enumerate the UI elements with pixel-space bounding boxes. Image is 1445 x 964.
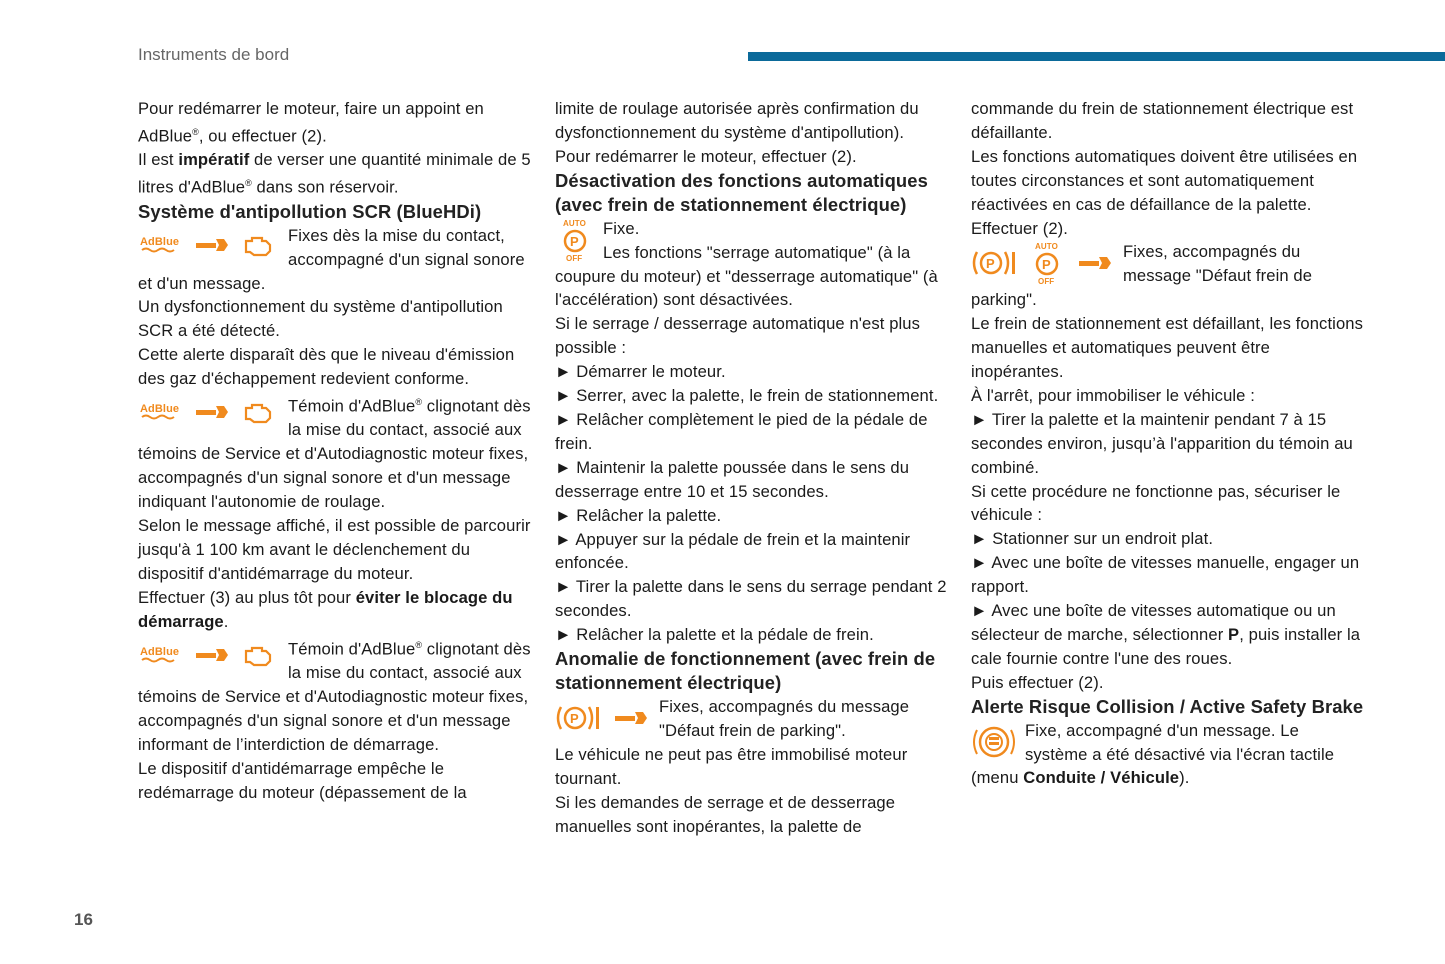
list-item: ► Tirer la palette et la maintenir pendant 7 à 15 secondes environ, jusqu’à l'apparition du témoin au combiné. — [971, 409, 1353, 477]
svg-text:OFF: OFF — [566, 253, 583, 263]
svg-text:AUTO: AUTO — [563, 218, 586, 228]
paragraph: Fixe, accompagné d'un message. Le système a été désactivé via l'écran tactile (menu Conduite / Véhicule). — [971, 720, 1335, 788]
paragraph: Fixes, accompagnés du message "Défaut frein de parking". — [659, 697, 910, 740]
header-accent-bar — [748, 52, 1445, 61]
paragraph: Effectuer (3) au plus tôt pour éviter le blocage du démarrage. — [138, 587, 513, 631]
list-item: ► Maintenir la palette poussée dans le sens du desserrage entre 10 et 15 secondes. — [555, 457, 910, 501]
service-wrench-icon — [192, 643, 232, 667]
paragraph: Les fonctions automatiques doivent être utilisées en toutes circonstances et sont automatiquement réactivées en cas de défaillance de la palette. — [971, 146, 1358, 214]
list-item: ► Relâcher la palette. — [555, 505, 722, 525]
warning-icons — [138, 391, 280, 433]
svg-text:OFF: OFF — [1038, 277, 1055, 287]
paragraph: Selon le message affiché, il est possible de parcourir jusqu'à 1 100 km avant le déclenchement du dispositif d'antidémarrage du moteur. — [138, 516, 531, 583]
paragraph: À l'arrêt, pour immobiliser le véhicule : — [971, 385, 1255, 405]
svg-text:AdBlue: AdBlue — [140, 235, 180, 248]
paragraph: Le dispositif d'antidémarrage empêche le redémarrage du moteur (dépassement de la — [138, 758, 467, 802]
paragraph: Puis effectuer (2). — [971, 672, 1104, 692]
paragraph: Pour redémarrer le moteur, effectuer (2). — [555, 146, 857, 166]
alerte-block — [971, 719, 1366, 791]
paragraph: Témoin d'AdBlue® clignotant dès la mise du contact, associé aux témoins de Service et d'Autodiagnostic moteur fixes, accompagnés d'un signal sonore et d'un message informant de l’interdiction de démarrage. — [138, 639, 531, 754]
adblue-warning-icon — [138, 233, 184, 257]
paragraph: Il est impératif de verser une quantité minimale de 5 litres d'AdBlue® dans son réservoir. — [138, 150, 531, 197]
list-item: ► Avec une boîte de vitesses manuelle, engager un rapport. — [971, 553, 1360, 597]
service-wrench-icon — [1075, 251, 1115, 275]
paragraph: Le frein de stationnement est défaillant, les fonctions manuelles et automatiques peuvent être inopérantes. — [971, 314, 1364, 381]
parking-brake-warning-icon — [555, 703, 603, 733]
service-wrench-icon — [192, 233, 232, 257]
warning-icons — [555, 217, 595, 263]
list-item: ► Appuyer sur la pédale de frein et la maintenir enfoncée. — [555, 529, 911, 573]
warning-icons — [971, 240, 1115, 286]
engine-warning-icon — [240, 641, 280, 669]
paragraph: Témoin d'AdBlue® clignotant dès la mise du contact, associé aux témoins de Service et d'Autodiagnostic moteur fixes, accompagnés d'un signal sonore et d'un message indiquant l'autonomie de roulage. — [138, 396, 531, 512]
paragraph: Un dysfonctionnement du système d'antipollution SCR a été détecté. — [138, 297, 503, 341]
engine-warning-icon — [240, 398, 280, 426]
svg-text:AdBlue: AdBlue — [140, 403, 180, 416]
heading-alerte: Alerte Risque Collision / Active Safety Brake — [971, 695, 1364, 717]
paragraph: Le véhicule ne peut pas être immobilisé moteur tournant. — [555, 744, 908, 788]
anomalie-block — [555, 695, 947, 743]
paragraph: Fixes, accompagnés du message "Défaut frein de parking". — [971, 242, 1313, 310]
svg-text:P: P — [570, 233, 579, 249]
paragraph: Pour redémarrer le moteur, faire un appoint en AdBlue®, ou effectuer (2). — [138, 99, 484, 146]
warning-icons — [138, 224, 280, 266]
svg-text:AdBlue: AdBlue — [140, 645, 180, 658]
section-title: Instruments de bord — [138, 45, 290, 64]
paragraph: Les fonctions "serrage automatique" (à la coupure du moteur) et "desserrage automatique" (à l'accélération) sont désactivées. — [555, 242, 938, 310]
list-item: ► Relâcher complètement le pied de la pédale de frein. — [555, 409, 928, 453]
paragraph: Fixe. — [603, 218, 640, 238]
heading-scr: Système d'antipollution SCR (BlueHDi) — [138, 200, 482, 222]
frein-block — [971, 240, 1366, 312]
svg-text:P: P — [570, 711, 579, 727]
service-wrench-icon — [192, 400, 232, 424]
parking-brake-auto-off-icon — [555, 217, 595, 263]
page-number: 16 — [74, 910, 93, 929]
paragraph: Si les demandes de serrage et de desserrage manuelles sont inopérantes, la palette de — [555, 792, 896, 836]
service-wrench-icon — [611, 706, 651, 730]
parking-brake-auto-off-icon — [1027, 240, 1067, 286]
heading-desactivation: Désactivation des fonctions automatiques (avec frein de stationnement électrique) — [555, 169, 928, 215]
heading-anomalie: Anomalie de fonctionnement (avec frein de stationnement électrique) — [555, 648, 936, 694]
paragraph: Si le serrage / desserrage automatique n'est plus possible : — [555, 314, 921, 358]
warning-icons — [971, 719, 1017, 765]
column-3 — [971, 97, 1366, 790]
engine-warning-icon — [240, 231, 280, 259]
adblue-warning-icon — [138, 643, 184, 667]
paragraph: Cette alerte disparaît dès que le niveau d'émission des gaz d'échappement redevient conforme. — [138, 345, 515, 389]
warning-block-3 — [138, 634, 533, 757]
svg-text:P: P — [1042, 257, 1051, 273]
list-item: ► Relâcher la palette et la pédale de frein. — [555, 625, 874, 645]
column-1 — [138, 97, 533, 805]
list-item: ► Tirer la palette dans le sens du serrage pendant 2 secondes. — [555, 577, 947, 621]
adblue-warning-icon — [138, 400, 184, 424]
auto-off-block — [555, 217, 947, 313]
svg-text:P: P — [986, 256, 995, 272]
warning-icons — [138, 634, 280, 676]
paragraph: Fixes dès la mise du contact, accompagné d'un signal sonore et d'un message. — [138, 225, 525, 293]
list-item: ► Stationner sur un endroit plat. — [971, 529, 1214, 549]
list-item: ► Serrer, avec la palette, le frein de stationnement. — [555, 386, 939, 406]
parking-brake-warning-icon — [971, 248, 1019, 278]
paragraph: Si cette procédure ne fonctionne pas, sécuriser le véhicule : — [971, 481, 1341, 525]
column-2 — [555, 97, 947, 838]
paragraph: commande du frein de stationnement électrique est défaillante. — [971, 99, 1354, 142]
collision-alert-icon — [971, 722, 1017, 762]
warning-block-2 — [138, 391, 533, 514]
warning-block-1 — [138, 224, 533, 296]
paragraph: Effectuer (2). — [971, 218, 1069, 238]
warning-icons — [555, 695, 651, 741]
svg-text:AUTO: AUTO — [1035, 242, 1058, 252]
list-item: ► Démarrer le moteur. — [555, 362, 726, 382]
paragraph: limite de roulage autorisée après confirmation du dysfonctionnement du système d'antipollution). — [555, 99, 919, 142]
list-item: ► Avec une boîte de vitesses automatique ou un sélecteur de marche, sélectionner P, puis installer la cale fournie contre l'une des roues. — [971, 601, 1361, 668]
